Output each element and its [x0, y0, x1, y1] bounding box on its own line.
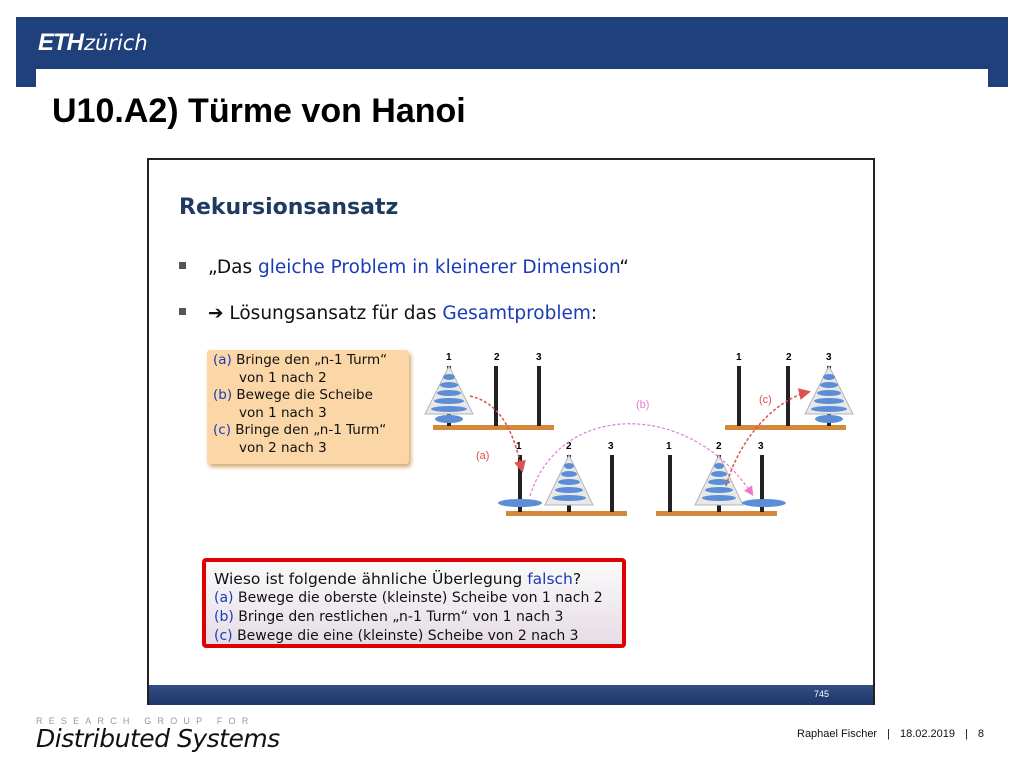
header-left-tab	[16, 69, 36, 87]
step-c	[213, 422, 409, 440]
tower-base	[506, 511, 627, 516]
step-b-cont: von 1 nach 3	[239, 404, 327, 421]
disk	[702, 495, 736, 501]
footer-info	[797, 728, 984, 740]
slide-footer-band	[149, 685, 873, 705]
peg	[610, 455, 614, 512]
disk	[817, 390, 841, 396]
step-a-tag: (a)	[213, 352, 232, 368]
question-line-a-tag: (a)	[214, 590, 234, 606]
peg-label: 2	[786, 352, 792, 363]
peg-label: 1	[666, 441, 672, 452]
disk	[714, 463, 724, 469]
peg-label: 3	[608, 441, 614, 452]
logo-zurich-text: zürich	[84, 31, 148, 55]
logo-eth-text: ETH	[38, 29, 83, 56]
peg-label: 1	[736, 352, 742, 363]
arrow-a-label: (a)	[476, 450, 490, 462]
page-number: 8	[977, 728, 984, 740]
disk	[823, 374, 835, 380]
bullet-2	[179, 303, 597, 324]
separator: |	[887, 728, 890, 740]
peg-label: 3	[536, 352, 542, 363]
slide-heading: Rekursionsansatz	[179, 195, 399, 220]
disk	[811, 406, 847, 412]
peg	[786, 366, 790, 426]
step-c-text: Bringe den „n-1 Turm“	[230, 422, 387, 438]
question-line-c	[214, 627, 622, 646]
tower-base	[433, 425, 554, 430]
disk	[814, 398, 844, 404]
tower-base	[656, 511, 777, 516]
disk	[815, 415, 843, 423]
arrow-c-label: (c)	[759, 394, 772, 406]
tower-config-3	[656, 441, 786, 516]
peg-label: 2	[494, 352, 500, 363]
disk	[437, 390, 461, 396]
disk	[443, 374, 455, 380]
step-c-cont: von 2 nach 3	[239, 439, 327, 456]
slide-page-number: 745	[813, 689, 829, 699]
bullet-1-highlight: gleiche Problem in kleinerer Dimension	[258, 257, 620, 278]
tower-config-4	[725, 352, 853, 430]
disk	[498, 499, 542, 507]
author: Raphael Fischer	[797, 728, 878, 740]
disk	[742, 499, 786, 507]
eth-logo	[38, 30, 148, 56]
peg-label: 2	[566, 441, 572, 452]
disk	[558, 479, 580, 485]
step-b-tag: (b)	[213, 387, 233, 403]
disk	[561, 471, 577, 477]
peg	[737, 366, 741, 426]
question-line-a-text: Bewege die oberste (kleinste) Scheibe von 1 nach 2	[233, 590, 603, 606]
peg-label: 2	[716, 441, 722, 452]
peg	[537, 366, 541, 426]
question-suffix: ?	[572, 570, 582, 588]
step-b	[213, 387, 409, 405]
step-a	[213, 352, 409, 370]
disk	[711, 471, 727, 477]
group-name: Distributed Systems	[36, 724, 280, 753]
date: 18.02.2019	[899, 728, 956, 740]
bullet-square-icon	[179, 308, 186, 315]
bullet-1	[179, 257, 629, 278]
disk	[705, 487, 733, 493]
header-right-tab	[988, 69, 1008, 87]
bullet-2-highlight: Gesamtproblem	[442, 303, 591, 324]
peg-label: 1	[516, 441, 522, 452]
disk	[434, 398, 464, 404]
header-bar	[16, 17, 1008, 69]
question-line-c-text: Bewege die eine (kleinste) Scheibe von 2 nach 3	[232, 628, 579, 644]
tower-config-1	[425, 352, 554, 430]
hanoi-diagram	[420, 344, 860, 524]
disk	[435, 415, 463, 423]
arrow-b-label: (b)	[636, 399, 650, 411]
disk	[820, 382, 838, 388]
step-a-cont: von 1 nach 2	[239, 369, 327, 386]
question-line-b-tag: (b)	[214, 609, 234, 625]
step-b-text: Bewege die Scheibe	[232, 387, 373, 403]
bullet-2-prefix: ➔ Lösungsansatz für das	[208, 303, 443, 324]
page-title: U10.A2) Türme von Hanoi	[52, 92, 466, 130]
question-line-a	[214, 589, 622, 608]
question-prefix: Wieso ist folgende ähnliche Überlegung	[214, 570, 528, 588]
peg	[668, 455, 672, 512]
disk	[440, 382, 458, 388]
peg-label: 3	[758, 441, 764, 452]
research-group-label: RESEARCH GROUP FOR	[36, 716, 255, 726]
disk	[564, 463, 574, 469]
bullet-1-prefix: „Das	[208, 257, 259, 278]
step-a-text: Bringe den „n-1 Turm“	[231, 352, 388, 368]
peg-label: 3	[826, 352, 832, 363]
question-line-c-tag: (c)	[214, 628, 233, 644]
bullet-1-suffix: “	[619, 257, 629, 278]
disk	[431, 406, 467, 412]
question-box	[202, 558, 626, 648]
question-line-b	[214, 608, 622, 627]
disk	[555, 487, 583, 493]
peg-label: 1	[446, 352, 452, 363]
question-text	[214, 569, 622, 589]
peg	[494, 366, 498, 426]
disk	[552, 495, 586, 501]
bullet-square-icon	[179, 262, 186, 269]
bullet-2-suffix: :	[590, 303, 598, 324]
steps-box	[207, 350, 409, 464]
separator: |	[965, 728, 968, 740]
question-highlight: falsch	[527, 570, 573, 588]
step-c-tag: (c)	[213, 422, 231, 438]
question-line-b-text: Bringe den restlichen „n-1 Turm“ von 1 nach 3	[233, 609, 564, 625]
